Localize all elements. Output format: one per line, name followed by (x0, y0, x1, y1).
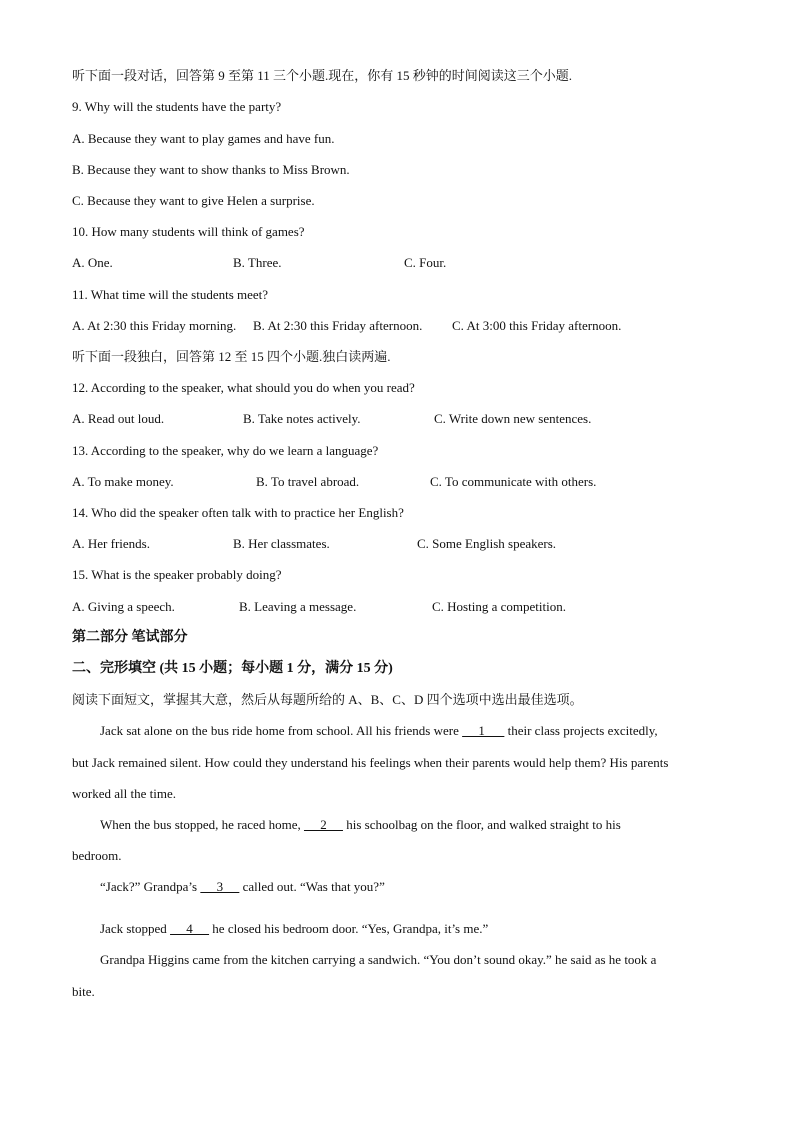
blank-1: 1 (462, 723, 505, 738)
question-14: 14. Who did the speaker often talk with to practice her English? (72, 505, 404, 520)
q10-option-b: B. Three. (233, 255, 282, 270)
q9-option-b: B. Because they want to show thanks to Miss Brown. (72, 162, 350, 177)
monologue-instruction: 听下面一段独白，回答第 12 至 15 四个小题.独白读两遍. (72, 349, 391, 364)
passage-text: their class projects excitedly, (504, 723, 658, 738)
q15-option-c: C. Hosting a competition. (432, 599, 566, 614)
q12-option-a: A. Read out loud. (72, 411, 165, 426)
passage-text: Jack stopped (100, 921, 171, 936)
q9-option-a: A. Because they want to play games and have fun. (72, 131, 335, 146)
question-10: 10. How many students will think of games? (72, 224, 305, 239)
passage-line: bite. (72, 984, 95, 999)
blank-2: 2 (303, 817, 343, 832)
passage-line: Grandpa Higgins came from the kitchen carrying a sandwich. “You don’t sound okay.” he said as he took a (100, 952, 657, 967)
question-15: 15. What is the speaker probably doing? (72, 567, 282, 582)
passage-line: bedroom. (72, 848, 122, 863)
q14-option-b: B. Her classmates. (233, 536, 330, 551)
q13-option-c: C. To communicate with others. (430, 474, 597, 489)
q9-option-c: C. Because they want to give Helen a surprise. (72, 193, 315, 208)
q11-option-a: A. At 2:30 this Friday morning. (72, 318, 237, 333)
passage-text: his schoolbag on the floor, and walked straight to his (342, 817, 621, 832)
passage-line (100, 879, 385, 895)
passage-line (100, 921, 488, 937)
q11-option-c: C. At 3:00 this Friday afternoon. (452, 318, 622, 333)
cloze-heading: 二、完形填空 (共 15 小题；每小题 1 分，满分 15 分) (72, 661, 393, 676)
q10-option-a: A. One. (72, 255, 113, 270)
passage-line (100, 817, 621, 833)
passage-line: but Jack remained silent. How could they understand his feelings when their parents would help them? His parents (72, 755, 669, 770)
dialog-instruction: 听下面一段对话，回答第 9 至第 11 三个小题.现在，你有 15 秒钟的时间阅读这三个小题. (72, 68, 573, 83)
q13-option-b: B. To travel abroad. (256, 474, 360, 489)
part2-heading: 第二部分 笔试部分 (72, 630, 188, 645)
q14-option-a: A. Her friends. (72, 536, 150, 551)
q12-option-c: C. Write down new sentences. (434, 411, 592, 426)
passage-text: he closed his bedroom door. “Yes, Grandpa, it’s me.” (209, 921, 489, 936)
question-11: 11. What time will the students meet? (72, 287, 269, 302)
q10-option-c: C. Four. (404, 255, 447, 270)
q15-option-a: A. Giving a speech. (72, 599, 175, 614)
q12-option-b: B. Take notes actively. (243, 411, 361, 426)
q11-option-b: B. At 2:30 this Friday afternoon. (253, 318, 423, 333)
cloze-instruction: 阅读下面短文，掌握其大意，然后从每题所给的 A、B、C、D 四个选项中选出最佳选项。 (72, 692, 583, 707)
q13-option-a: A. To make money. (72, 474, 174, 489)
passage-text: Jack sat alone on the bus ride home from school. All his friends were (100, 723, 463, 738)
blank-3: 3 (200, 879, 240, 894)
question-12: 12. According to the speaker, what should you do when you read? (72, 380, 415, 395)
passage-text: “Jack?” Grandpa’s (100, 879, 201, 894)
passage-line: worked all the time. (72, 786, 176, 801)
passage-text: When the bus stopped, he raced home, (100, 817, 304, 832)
question-13: 13. According to the speaker, why do we learn a language? (72, 443, 379, 458)
question-9: 9. Why will the students have the party? (72, 99, 282, 114)
passage-text: called out. “Was that you?” (239, 879, 385, 894)
q14-option-c: C. Some English speakers. (417, 536, 557, 551)
q15-option-b: B. Leaving a message. (239, 599, 357, 614)
passage-line (100, 723, 658, 739)
blank-4: 4 (170, 921, 210, 936)
